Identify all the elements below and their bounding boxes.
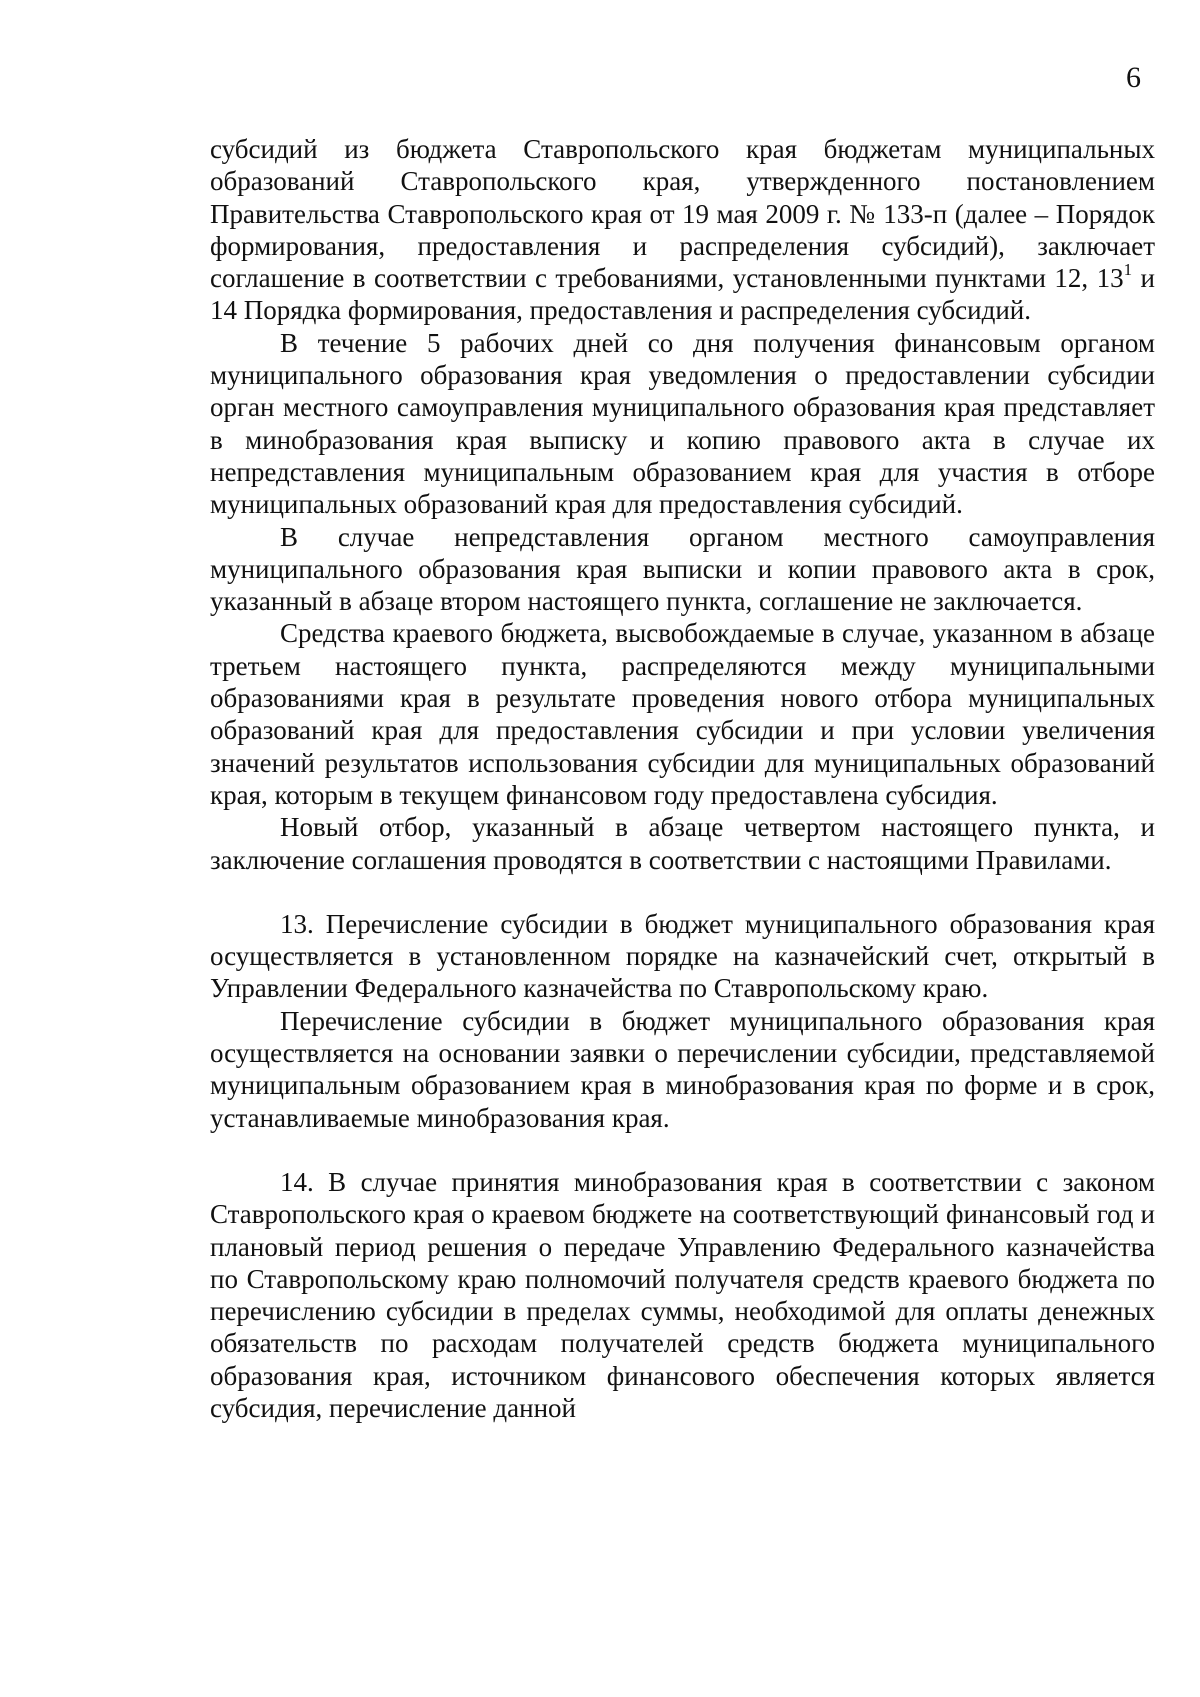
document-body <box>210 133 1155 1424</box>
paragraph-text: и 14 Порядка формирования, предоставления и распределения субсидий. <box>210 263 1155 326</box>
paragraph: Средства краевого бюджета, высвобождаемые в случае, указанном в абзаце третьем настоящего пункта, распределяются между муниципальными образованиями края в результате проведения нового отбора муниципальных образований края для предоставления субсидии и при условии увеличения значений результатов использования субсидии для муниципальных образований края, которым в текущем финансовом году предоставлена субсидия. <box>210 618 1155 810</box>
paragraph: В случае непредставления органом местного самоуправления муниципального образования края выписки и копии правового акта в срок, указанный в абзаце втором настоящего пункта, соглашение не заключается. <box>210 521 1155 617</box>
paragraph: В течение 5 рабочих дней со дня получения финансовым органом муниципального образования края уведомления о предоставлении субсидии орган местного самоуправления муниципального образования края представляет в минобразования края выписку и копию правового акта в случае их непредставления муниципальным образованием края для участия в отборе муниципальных образований края для предоставления субсидий. <box>210 327 1155 520</box>
paragraph-text: субсидий из бюджета Ставропольского края бюджетам муниципальных образований Ставропольского края, утвержденного постановлением Правительства Ставропольского края от 19 мая 2009 г. № 133-п (далее – Порядок формирования, предоставления и распределения субсидий), заключает соглашение в соответствии с требованиями, установленными пунктами 12, 13 <box>210 134 1155 294</box>
paragraph: Перечисление субсидии в бюджет муниципального образования края осуществляется на основании заявки о перечислении субсидии, представляемой муниципальным образованием края в минобразования края по форме и в срок, устанавливаемые минобразования края. <box>210 1005 1155 1133</box>
page-number: 6 <box>1126 61 1141 94</box>
paragraph: Новый отбор, указанный в абзаце четвертом настоящего пункта, и заключение соглашения проводятся в соответствии с настоящими Правилами. <box>210 812 1155 875</box>
paragraph-continuation <box>210 133 1155 327</box>
superscript: 1 <box>1123 260 1133 280</box>
section-13-paragraph: 13. Перечисление субсидии в бюджет муниципального образования края осуществляется в установленном порядке на казначейский счет, открытый в Управлении Федерального казначейства по Ставропольскому краю. <box>210 908 1155 1004</box>
section-14-paragraph: 14. В случае принятия минобразования края в соответствии с законом Ставропольского края о краевом бюджете на соответствующий финансовый год и плановый период решения о передаче Управлению Федерального казначейства по Ставропольскому краю полномочий получателя средств краевого бюджета по перечислению субсидии в пределах суммы, необходимой для оплаты денежных обязательств по расходам получателей средств бюджета муниципального образования края, источником финансового обеспечения которых является субсидия, перечисление данной <box>210 1166 1155 1423</box>
